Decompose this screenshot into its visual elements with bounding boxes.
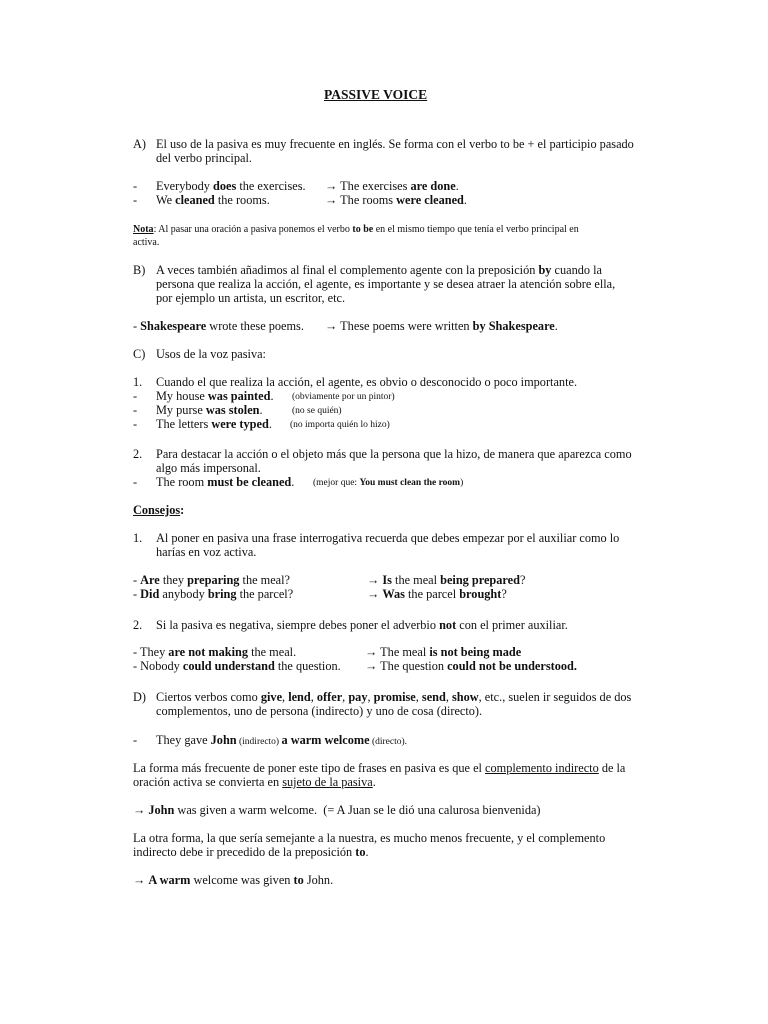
bullet-dash: - — [133, 475, 138, 489]
nota-line2: activa. — [133, 237, 160, 248]
section-d-line2: complementos, uno de persona (indirecto) y uno de cosa (directo). — [156, 704, 483, 718]
paragraph2-line1: La otra forma, la que sería semejante a la nuestra, es mucho menos frecuente, y el complemento — [133, 831, 606, 845]
tip2-number: 2. — [133, 618, 143, 632]
section-a-label: A) — [133, 137, 146, 151]
use1-number: 1. — [133, 375, 143, 389]
example-passive: → The exercises are done. — [325, 179, 459, 193]
bullet-dash: - — [133, 733, 138, 747]
tip2-example2-passive: → The question could not be understood. — [365, 659, 577, 673]
example-shakespeare-passive: → These poems were written by Shakespeare. — [325, 319, 558, 333]
use1-note1: (obviamente por un pintor) — [292, 392, 395, 402]
section-d-label: D) — [133, 690, 146, 704]
use1-note3: (no importa quién lo hizo) — [290, 420, 390, 430]
use2-note: (mejor que: You must clean the room) — [313, 478, 464, 488]
example-warm-welcome: → A warm welcome was given to John. — [133, 873, 334, 887]
tip2-example2-active: - Nobody could understand the question. — [133, 659, 341, 673]
section-a-line2: del verbo principal. — [156, 151, 252, 165]
use2-example: The room must be cleaned. — [156, 475, 295, 489]
section-b-line3: por ejemplo un artista, un escritor, etc. — [156, 291, 346, 305]
tip1-example1-active: - Are they preparing the meal? — [133, 573, 290, 587]
use1-example1: My house was painted. — [156, 389, 274, 403]
section-b-line1: A veces también añadimos al final el complemento agente con la preposición by cuando la — [156, 263, 602, 277]
use2-number: 2. — [133, 447, 143, 461]
tip1-example2-passive: → Was the parcel brought? — [367, 587, 507, 601]
tip1-line2: harías en voz activa. — [156, 545, 257, 559]
section-d-line1: Ciertos verbos como give, lend, offer, pay, promise, send, show, etc., suelen ir seguidos de dos — [156, 690, 632, 704]
tip2-text: Si la pasiva es negativa, siempre debes poner el adverbio not con el primer auxiliar. — [156, 618, 568, 632]
tip2-example1-passive: → The meal is not being made — [365, 645, 522, 659]
consejos-heading: Consejos: — [133, 503, 185, 517]
use2-line1: Para destacar la acción o el objeto más que la persona que la hizo, de manera que aparezca como — [156, 447, 632, 461]
example-shakespeare-active: - Shakespeare wrote these poems. — [133, 319, 304, 333]
example-active: Everybody does the exercises. — [156, 179, 306, 193]
tip2-example1-active: - They are not making the meal. — [133, 645, 297, 659]
use1-text: Cuando el que realiza la acción, el agente, es obvio o desconocido o poco importante. — [156, 375, 578, 389]
use1-note2: (no se quién) — [292, 406, 342, 416]
bullet-dash: - — [133, 417, 138, 431]
section-c-title: Usos de la voz pasiva: — [156, 347, 266, 361]
use2-line2: algo más impersonal. — [156, 461, 261, 475]
tip1-number: 1. — [133, 531, 143, 545]
paragraph1-line1: La forma más frecuente de poner este tipo de frases en pasiva es que el complemento indirecto de la — [133, 761, 626, 775]
use1-example2: My purse was stolen. — [156, 403, 263, 417]
bullet-dash: - — [133, 193, 138, 207]
bullet-dash: - — [133, 403, 138, 417]
tip1-example1-passive: → Is the meal being prepared? — [367, 573, 526, 587]
section-b-label: B) — [133, 263, 146, 277]
paragraph1-line2: oración activa se convierta en sujeto de la pasiva. — [133, 775, 376, 789]
paragraph2-line2: indirecto debe ir precedido de la preposición to. — [133, 845, 369, 859]
example-they-gave: They gave John (indirecto) a warm welcome (directo). — [156, 733, 408, 747]
bullet-dash: - — [133, 179, 138, 193]
section-c-label: C) — [133, 347, 146, 361]
tip1-line1: Al poner en pasiva una frase interrogativa recuerda que debes empezar por el auxiliar como lo — [156, 531, 620, 545]
example-active: We cleaned the rooms. — [156, 193, 270, 207]
bullet-dash: - — [133, 389, 138, 403]
section-b-line2: persona que realiza la acción, el agente, es importante y se desea atraer la atención sobre ella, — [156, 277, 616, 291]
tip1-example2-active: - Did anybody bring the parcel? — [133, 587, 294, 601]
nota-line1: Nota: Al pasar una oración a pasiva ponemos el verbo to be en el mismo tiempo que tenía el verbo principal en — [133, 224, 579, 235]
use1-example3: The letters were typed. — [156, 417, 272, 431]
section-a-line1: El uso de la pasiva es muy frecuente en inglés. Se forma con el verbo to be + el participio pasado — [156, 137, 634, 151]
example-john-given: → John was given a warm welcome. (= A Juan se le dió una calurosa bienvenida) — [133, 803, 541, 817]
example-passive: → The rooms were cleaned. — [325, 193, 467, 207]
page-title: PASSIVE VOICE — [324, 87, 428, 102]
